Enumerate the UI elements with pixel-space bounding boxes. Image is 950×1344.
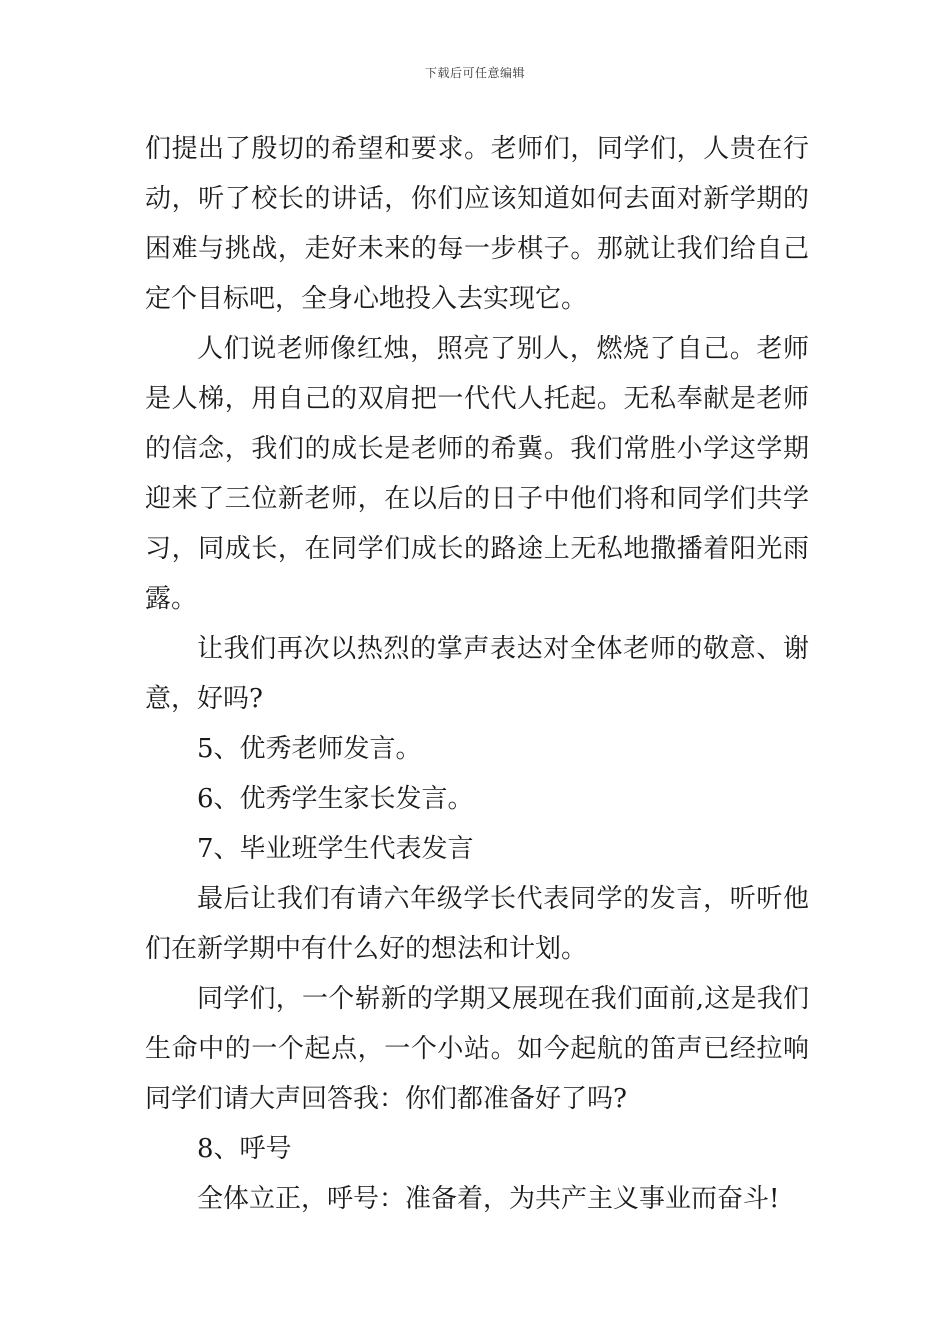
paragraph-new-semester: 同学们，一个崭新的学期又展现在我们面前,这是我们生命中的一个起点，一个小站。如今起航的笛声已经拉响同学们请大声回答我：你们都准备好了吗? xyxy=(145,984,809,1114)
document-body xyxy=(145,124,809,1224)
paragraph-continuation: 们提出了殷切的希望和要求。老师们，同学们，人贵在行动，听了校长的讲话，你们应该知道如何去面对新学期的困难与挑战，走好未来的每一步棋子。那就让我们给自己定个目标吧，全身心地投入去实现它。 xyxy=(145,134,809,314)
agenda-item-5: 5、优秀老师发言。 xyxy=(197,734,422,764)
agenda-item-7: 7、毕业班学生代表发言 xyxy=(197,834,474,864)
paragraph-senior-speech: 最后让我们有请六年级学长代表同学的发言，听听他们在新学期中有什么好的想法和计划。 xyxy=(145,884,809,964)
agenda-item-6: 6、优秀学生家长发言。 xyxy=(197,784,474,814)
paragraph-slogan: 全体立正，呼号：准备着，为共产主义事业而奋斗! xyxy=(197,1184,780,1214)
page-header-note: 下载后可任意编辑 xyxy=(424,66,525,80)
paragraph-teacher-praise: 人们说老师像红烛，照亮了别人，燃烧了自己。老师是人梯，用自己的双肩把一代代人托起。无私奉献是老师的信念，我们的成长是老师的希冀。我们常胜小学这学期迎来了三位新老师，在以后的日子中他们将和同学们共学习，同成长，在同学们成长的路途上无私地撒播着阳光雨露。 xyxy=(145,334,809,614)
paragraph-applause: 让我们再次以热烈的掌声表达对全体老师的敬意、谢意，好吗? xyxy=(145,634,809,714)
agenda-item-8: 8、呼号 xyxy=(197,1134,292,1164)
